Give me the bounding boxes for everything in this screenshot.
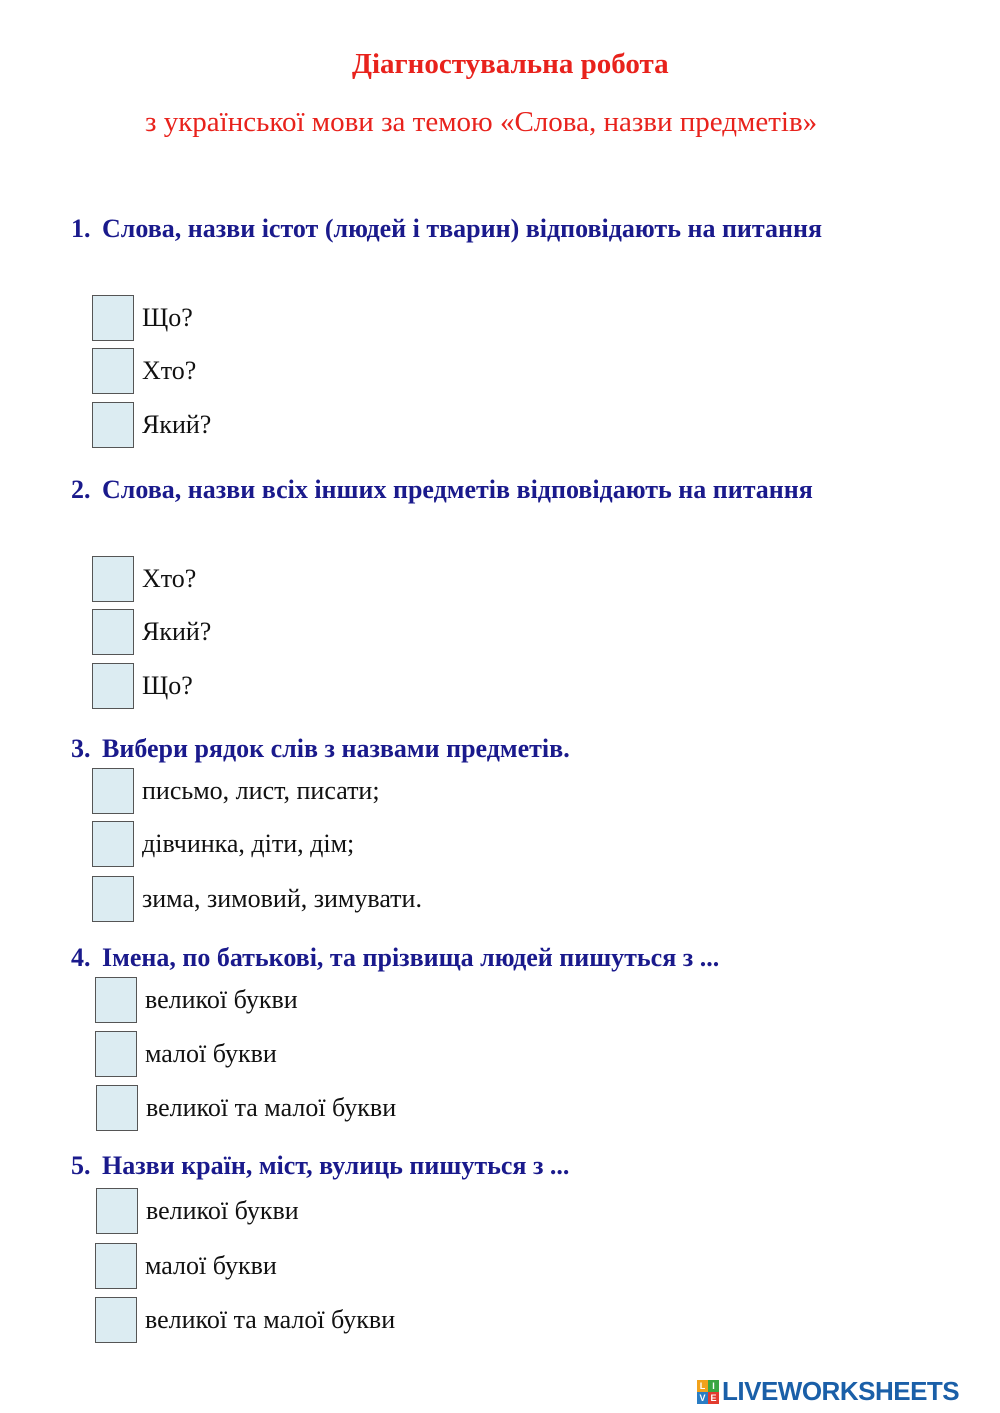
- answer-checkbox[interactable]: [92, 402, 134, 448]
- answer-checkbox[interactable]: [92, 768, 134, 814]
- worksheet-title: Діагностувальна робота: [352, 48, 669, 80]
- question-number: 2.: [71, 475, 91, 504]
- option-label: дівчинка, діти, дім;: [142, 829, 355, 858]
- option-label: великої букви: [145, 985, 298, 1014]
- logo-mark-icon: [697, 1380, 719, 1404]
- answer-checkbox[interactable]: [96, 1188, 138, 1234]
- answer-checkbox[interactable]: [92, 295, 134, 341]
- question-text: Слова, назви всіх інших предметів відповідають на питання: [102, 475, 813, 504]
- question-5: [71, 1140, 927, 1192]
- question-number: 4.: [71, 943, 91, 972]
- option-1-3[interactable]: [92, 401, 211, 449]
- option-label: Хто?: [142, 564, 197, 593]
- option-label: Хто?: [142, 356, 197, 385]
- question-number: 5.: [71, 1151, 91, 1180]
- question-2: [71, 464, 927, 516]
- logo-mark-letter: V: [697, 1392, 708, 1404]
- option-label: зима, зимовий, зимувати.: [142, 884, 422, 913]
- question-number: 3.: [71, 734, 91, 763]
- answer-checkbox[interactable]: [95, 977, 137, 1023]
- option-3-3[interactable]: [92, 875, 422, 923]
- option-4-1[interactable]: [95, 976, 298, 1024]
- answer-checkbox[interactable]: [92, 821, 134, 867]
- option-2-2[interactable]: [92, 608, 211, 656]
- logo-text: LIVEWORKSHEETS: [722, 1376, 960, 1406]
- option-label: Що?: [142, 303, 193, 332]
- question-text: Імена, по батькові, та прізвища людей пишуться з ...: [102, 943, 720, 972]
- answer-checkbox[interactable]: [95, 1297, 137, 1343]
- logo-mark-letter: L: [697, 1380, 708, 1392]
- option-label: Що?: [142, 671, 193, 700]
- option-5-1[interactable]: [96, 1187, 299, 1235]
- option-2-3[interactable]: [92, 662, 193, 710]
- logo-mark-letter: I: [708, 1380, 719, 1392]
- logo-mark-letter: E: [708, 1392, 719, 1404]
- answer-checkbox[interactable]: [92, 348, 134, 394]
- option-label: великої та малої букви: [145, 1305, 396, 1334]
- option-label: великої букви: [146, 1196, 299, 1225]
- option-4-3[interactable]: [96, 1084, 396, 1132]
- question-1: [71, 203, 927, 255]
- option-label: малої букви: [145, 1251, 277, 1280]
- option-4-2[interactable]: [95, 1030, 277, 1078]
- question-text: Вибери рядок слів з назвами предметів.: [102, 734, 570, 763]
- answer-checkbox[interactable]: [92, 876, 134, 922]
- option-3-2[interactable]: [92, 820, 354, 868]
- option-5-3[interactable]: [95, 1296, 395, 1344]
- answer-checkbox[interactable]: [95, 1031, 137, 1077]
- answer-checkbox[interactable]: [92, 663, 134, 709]
- answer-checkbox[interactable]: [92, 556, 134, 602]
- answer-checkbox[interactable]: [96, 1085, 138, 1131]
- option-1-2[interactable]: [92, 347, 196, 395]
- answer-checkbox[interactable]: [95, 1243, 137, 1289]
- option-label: письмо, лист, писати;: [142, 776, 380, 805]
- worksheet-subtitle: з української мови за темою «Слова, назви предметів»: [145, 106, 818, 138]
- option-2-1[interactable]: [92, 555, 196, 603]
- liveworksheets-logo: [697, 1376, 959, 1407]
- question-text: Слова, назви істот (людей і тварин) відповідають на питання: [102, 214, 823, 243]
- option-label: великої та малої букви: [146, 1093, 397, 1122]
- option-label: Який?: [142, 617, 212, 646]
- question-number: 1.: [71, 214, 91, 243]
- option-3-1[interactable]: [92, 767, 380, 815]
- option-label: Який?: [142, 410, 212, 439]
- option-1-1[interactable]: [92, 294, 193, 342]
- option-5-2[interactable]: [95, 1242, 277, 1290]
- option-label: малої букви: [145, 1039, 277, 1068]
- question-text: Назви країн, міст, вулиць пишуться з ...: [102, 1151, 570, 1180]
- answer-checkbox[interactable]: [92, 609, 134, 655]
